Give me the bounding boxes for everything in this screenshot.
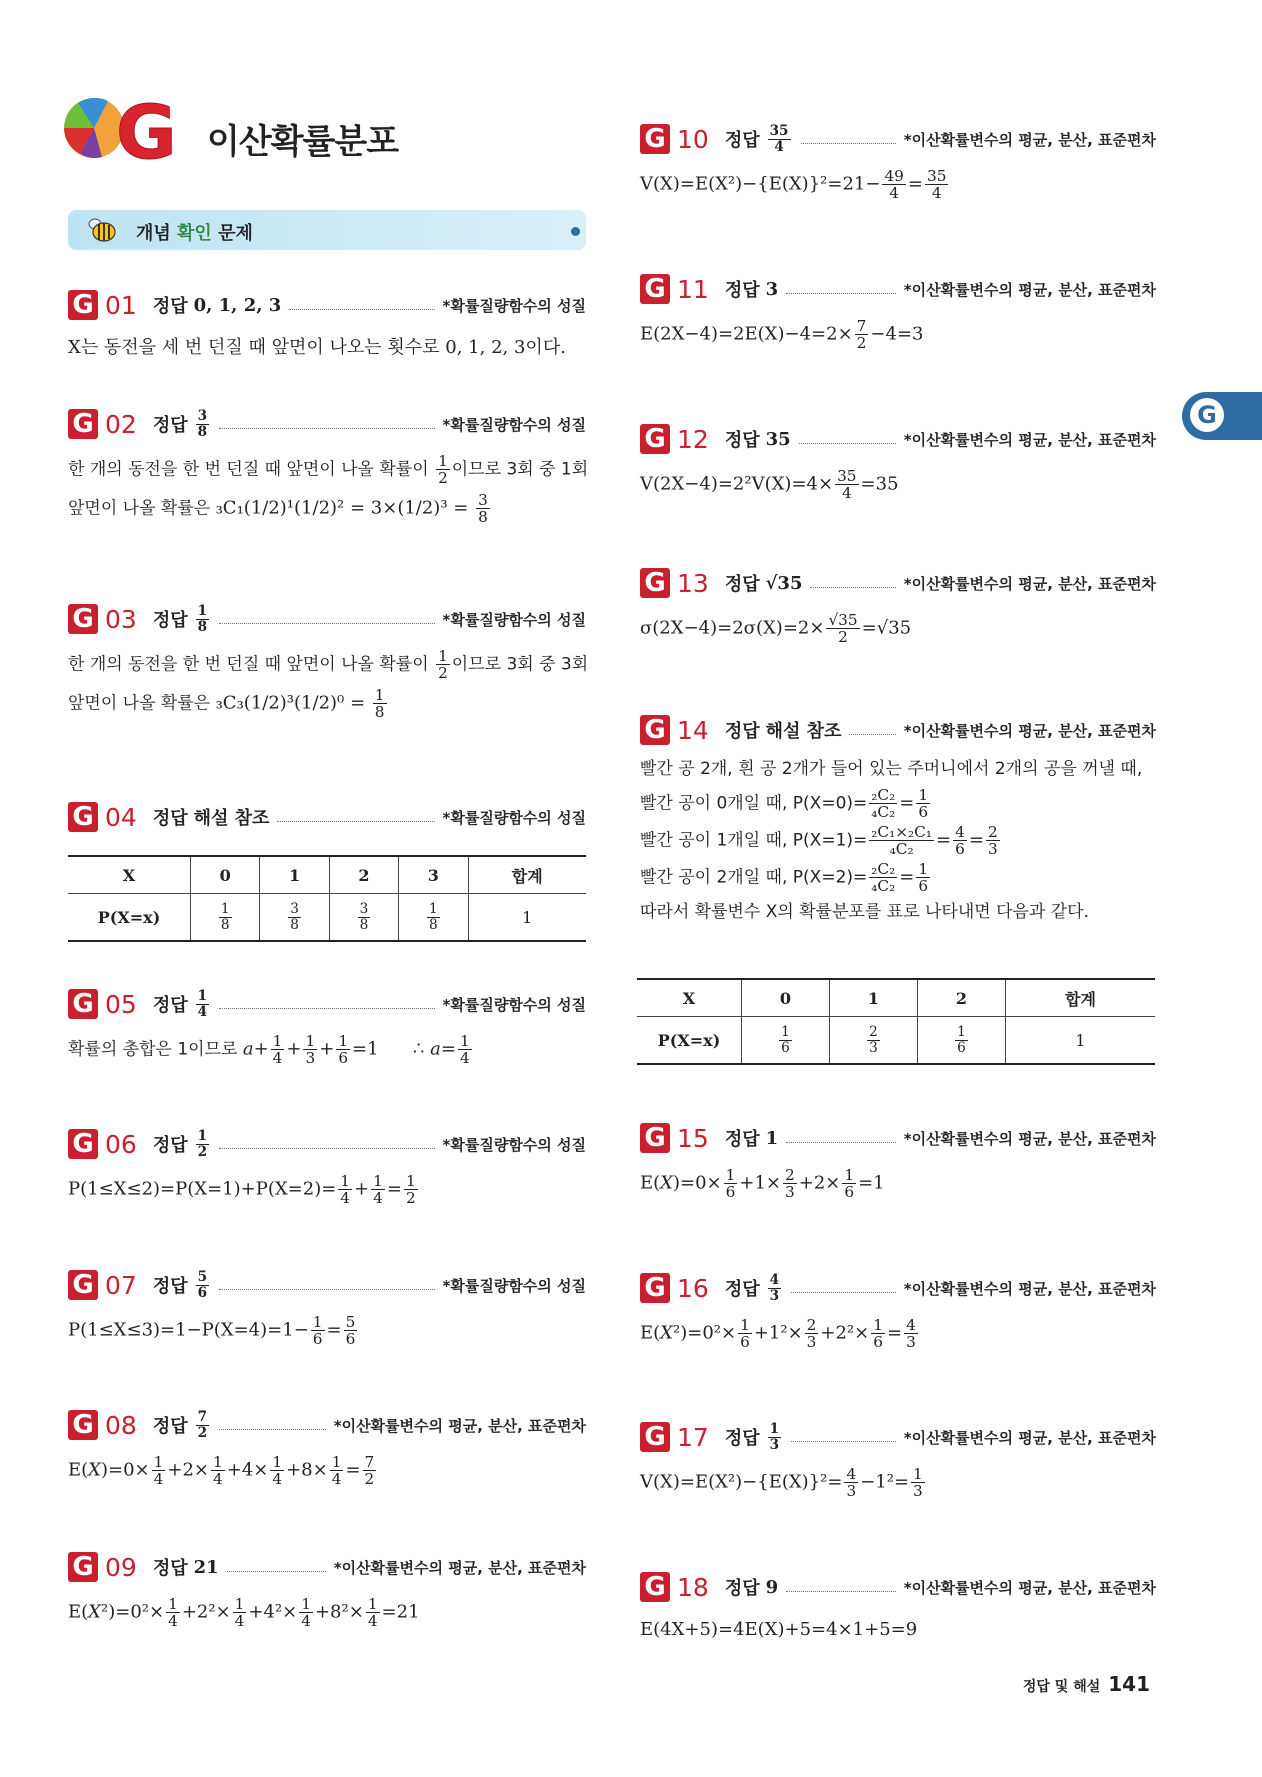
- answer: 해설 참조: [765, 721, 842, 742]
- answer: 3: [765, 278, 779, 300]
- answer: $\frac{7}{2}$: [197, 1409, 208, 1441]
- chapter-g-icon: G: [1190, 398, 1224, 432]
- page-number: 141: [1108, 1672, 1150, 1696]
- solution-text: X는 동전을 세 번 던질 때 앞면이 나오는 횟수로 0, 1, 2, 3이다.: [68, 337, 566, 358]
- problem-08: G 08 정답 $\frac{7}{2}$ *이산확률변수의 평균, 분산, 표준편차 E(X)=0× $\frac{1}{4}$ +2× $\frac{1}{4}$ +4× $\frac{1}{4}$ +8× $\frac{1}{4}$ = $\frac{7}{2}$: [68, 1409, 586, 1489]
- problem-09: G 09 정답 21 *이산확률변수의 평균, 분산, 표준편차 E(X²)=0²× $\frac{1}{4}$ +2²× $\frac{1}{4}$ +4²× $\frac{1}{4}$ +8²× $\frac{1}{4}$ =21: [68, 1552, 586, 1631]
- distribution-table-04: X 0 1 2 3 합계 P(X=x) $\frac{1}{8}$ $\frac{3}{8}$ $\frac{3}{8}$ $\frac{1}{8}$ 1: [68, 855, 586, 942]
- answer: √35: [765, 572, 803, 594]
- problem-11: G 11 정답 3 *이산확률변수의 평균, 분산, 표준편차 E(2X−4)=2E(X)−4=2× $\frac{7}{2}$ −4=3: [640, 274, 1156, 353]
- page-footer: [1023, 1672, 1150, 1696]
- answer: $\frac{1}{3}$: [769, 1421, 780, 1453]
- problem-14: G 14 정답 해설 참조 *이산확률변수의 평균, 분산, 표준편차 빨간 공 2개, 흰 공 2개가 들어 있는 주머니에서 2개의 공을 꺼낼 때, 빨간 공이 0개일 때, P(X=0)= $\frac{\text{₂C₂}}{\text{₄C₂}}$ = $\frac{1}{6}$ 빨간 공이 1개일 때, P(X=1)= $\frac{\text{₂C₁×₂C₁}}{\text{₄C₂}}$ = $\frac{4}{6}$ = $\frac{2}{3}$ 빨간 공이 2개일 때, P(X=2)= $\frac{\text{₂C₂}}{\text{₄C₂}}$ = $\frac{1}{6}$ 따라서 확률변수 X의 확률분포를 표로 나타내면 다음과 같다.: [640, 715, 1156, 922]
- footer-text: 정답 및 해설: [1022, 1679, 1101, 1695]
- answer: $\frac{1}{4}$: [197, 988, 208, 1020]
- answer: 해설 참조: [193, 808, 270, 829]
- answer: $\frac{5}{6}$: [197, 1269, 208, 1301]
- topic-label: *확률질량함수의 성질: [442, 296, 586, 315]
- problem-18: G 18 정답 9 *이산확률변수의 평균, 분산, 표준편차 E(4X+5)=4E(X)+5=4×1+5=9: [640, 1572, 1156, 1640]
- answer: 0, 1, 2, 3: [193, 294, 282, 316]
- chapter-tab[interactable]: [1182, 392, 1262, 440]
- answer: $\frac{3}{8}$: [197, 408, 208, 440]
- answer: $\frac{4}{3}$: [769, 1272, 780, 1304]
- answer: $\frac{1}{8}$: [197, 603, 208, 635]
- problem-03: G 03 정답 $\frac{1}{8}$ *확률질량함수의 성질 한 개의 동전을 한 번 던질 때 앞면이 나올 확률이 $\frac{1}{2}$ 이므로 3회 중 3회 앞면이 나올 확률은 ₃C₃(1/2)³(1/2)⁰ = $\frac{1}{8}$: [68, 603, 589, 722]
- answer: 35: [765, 428, 791, 450]
- answer: 1: [765, 1127, 779, 1149]
- answer: 9: [765, 1576, 779, 1598]
- problem-05: G 05 정답 $\frac{1}{4}$ *확률질량함수의 성질 확률의 총합은 1이므로 a+ $\frac{1}{4}$ + $\frac{1}{3}$ + $\frac{1}{6}$ =1 ∴ a= $\frac{1}{4}$: [68, 988, 586, 1068]
- answer: $\frac{1}{2}$: [197, 1128, 208, 1160]
- section-title: 이산확률분포: [207, 122, 399, 162]
- problem-15: G 15 정답 1 *이산확률변수의 평균, 분산, 표준편차 E(X)=0× $\frac{1}{6}$ +1× $\frac{2}{3}$ +2× $\frac{1}{6}$ =1: [640, 1123, 1156, 1202]
- concept-check-label: 개념 확인 문제: [136, 223, 253, 244]
- concept-check-banner: [68, 210, 586, 250]
- problem-10: G 10 정답 $\frac{35}{4}$ *이산확률변수의 평균, 분산, 표준편차 V(X)=E(X²)−{E(X)}²=21− $\frac{49}{4}$ = $\frac{35}{4}$: [640, 123, 1156, 203]
- problem-16: G 16 정답 $\frac{4}{3}$ *이산확률변수의 평균, 분산, 표준편차 E(X²)=0²× $\frac{1}{6}$ +1²× $\frac{2}{3}$ +2²× $\frac{1}{6}$ = $\frac{4}{3}$: [640, 1272, 1156, 1352]
- problem-06: G 06 정답 $\frac{1}{2}$ *확률질량함수의 성질 P(1≤X≤2)=P(X=1)+P(X=2)= $\frac{1}{4}$ + $\frac{1}{4}$ = $\frac{1}{2}$: [68, 1128, 586, 1208]
- bee-icon: [86, 215, 116, 245]
- answer: $\frac{35}{4}$: [769, 123, 789, 155]
- problem-17: G 17 정답 $\frac{1}{3}$ *이산확률변수의 평균, 분산, 표준편차 V(X)=E(X²)−{E(X)}²= $\frac{4}{3}$ −1²= $\frac{1}{3}$: [640, 1421, 1156, 1501]
- problem-07: G 07 정답 $\frac{5}{6}$ *확률질량함수의 성질 P(1≤X≤3)=1−P(X=4)=1− $\frac{1}{6}$ = $\frac{5}{6}$: [68, 1269, 586, 1349]
- g-badge: G: [68, 290, 98, 320]
- section-logo: [58, 88, 188, 168]
- answer: 21: [193, 1556, 219, 1578]
- problem-01: G 01 정답 0, 1, 2, 3 *확률질량함수의 성질 X는 동전을 세 번 던질 때 앞면이 나오는 횟수로 0, 1, 2, 3이다.: [68, 290, 586, 358]
- problem-13: G 13 정답 √35 *이산확률변수의 평균, 분산, 표준편차 σ(2X−4)=2σ(X)=2× $\frac{√35}{2}$ =√35: [640, 568, 1156, 647]
- problem-04: G 04 정답 해설 참조 *확률질량함수의 성질: [68, 800, 586, 834]
- distribution-table-14: X 0 1 2 합계 P(X=x) $\frac{1}{6}$ $\frac{2}{3}$ $\frac{1}{6}$ 1: [637, 978, 1155, 1065]
- section-letter-icon: G: [116, 90, 177, 168]
- problem-12: G 12 정답 35 *이산확률변수의 평균, 분산, 표준편차 V(2X−4)=2²V(X)=4× $\frac{35}{4}$ =35: [640, 424, 1156, 503]
- banner-dot: [571, 227, 580, 236]
- problem-02: G 02 정답 $\frac{3}{8}$ *확률질량함수의 성질 한 개의 동전을 한 번 던질 때 앞면이 나올 확률이 $\frac{1}{2}$ 이므로 3회 중 1회 앞면이 나올 확률은 ₃C₁(1/2)¹(1/2)² = 3×(1/2)³ = $\frac{3}{8}$: [68, 408, 589, 527]
